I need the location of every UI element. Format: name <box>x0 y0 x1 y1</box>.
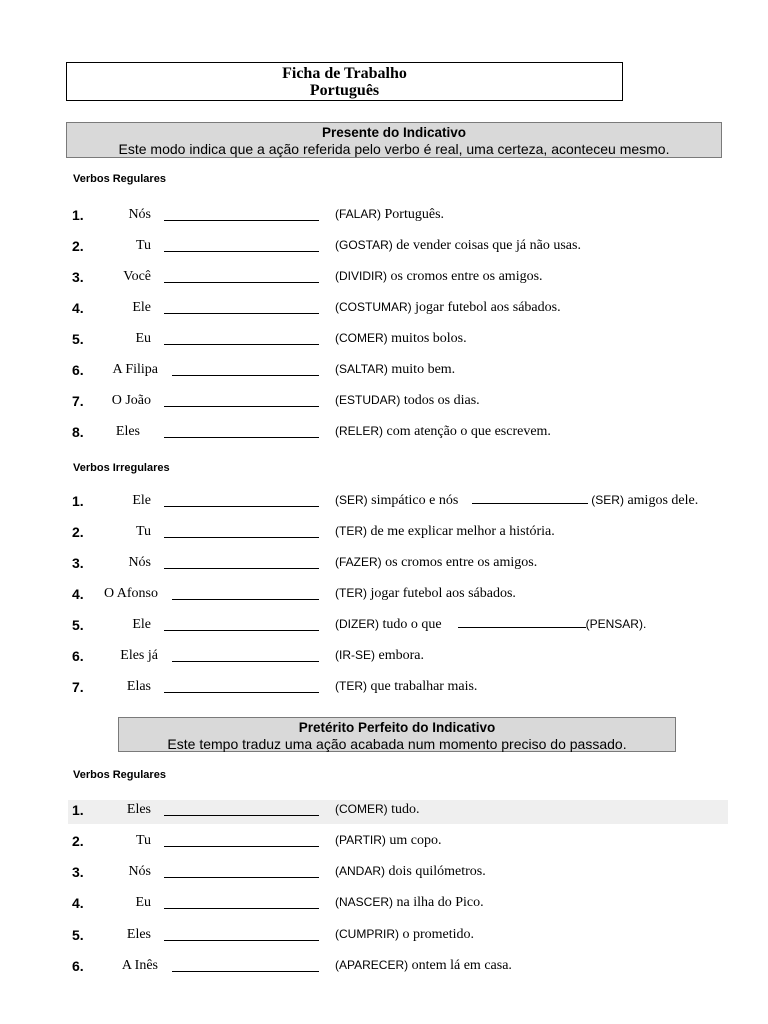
exercise-row <box>0 617 768 639</box>
sentence-rest: jogar futebol aos sábados. <box>411 300 561 315</box>
subject: Ele <box>132 493 151 508</box>
answer-blank[interactable] <box>172 375 319 376</box>
subject: Eles já <box>120 648 158 663</box>
subject: A Filipa <box>112 362 158 377</box>
subject: Eu <box>135 331 151 346</box>
item-number: 1. <box>72 207 84 223</box>
verb-hint: (IR-SE) <box>335 648 375 662</box>
item-number: 6. <box>72 362 84 378</box>
presente-regulares-heading: Verbos Regulares <box>73 173 166 185</box>
exercise-row <box>0 833 768 855</box>
verb-hint: (TER) <box>335 586 367 600</box>
answer-blank[interactable] <box>164 908 319 909</box>
answer-blank[interactable] <box>164 220 319 221</box>
answer-blank-second[interactable] <box>458 626 586 628</box>
preterito-section-header <box>118 717 676 752</box>
subject: Nós <box>128 864 151 879</box>
answer-blank-second[interactable] <box>472 502 588 504</box>
subject: Eles <box>126 802 151 817</box>
exercise-row <box>0 269 768 291</box>
answer-blank[interactable] <box>164 437 319 438</box>
preterito-title: Pretérito Perfeito do Indicativo <box>298 720 496 735</box>
verb-hint: (COMER) <box>335 802 388 816</box>
sentence-rest: tudo. <box>387 802 420 817</box>
exercise-row <box>0 393 768 415</box>
exercise-row-highlighted <box>68 800 728 824</box>
answer-blank[interactable] <box>164 846 319 847</box>
subject: Ele <box>132 617 151 632</box>
exercise-row <box>0 864 768 886</box>
subject: Tu <box>135 238 151 253</box>
presente-title: Presente do Indicativo <box>321 125 467 140</box>
sentence-rest: muito bem. <box>387 362 456 377</box>
verb-hint-second: (PENSAR). <box>585 617 647 631</box>
answer-blank[interactable] <box>164 506 319 507</box>
sentence-rest: de me explicar melhor a história. <box>367 524 555 539</box>
sentence-rest: os cromos entre os amigos. <box>381 555 538 570</box>
item-number: 1. <box>72 802 84 818</box>
verb-hint: (COMER) <box>335 331 388 345</box>
sentence-rest: que trabalhar mais. <box>367 679 478 694</box>
verb-hint: (CUMPRIR) <box>335 927 399 941</box>
exercise-row <box>0 524 768 546</box>
answer-blank[interactable] <box>164 692 319 693</box>
item-number: 1. <box>72 493 84 509</box>
verb-hint: (COSTUMAR) <box>335 300 412 314</box>
answer-blank[interactable] <box>172 661 319 662</box>
item-number: 5. <box>72 617 84 633</box>
exercise-row <box>0 648 768 670</box>
item-number: 2. <box>72 524 84 540</box>
presente-irregulares-heading: Verbos Irregulares <box>73 462 170 474</box>
subject: O João <box>111 393 151 408</box>
verb-hint-second: (SER) <box>591 493 624 507</box>
exercise-row <box>0 555 768 577</box>
item-number: 5. <box>72 927 84 943</box>
verb-hint: (APARECER) <box>335 958 409 972</box>
exercise-row <box>0 493 768 515</box>
subject: Nós <box>128 555 151 570</box>
item-number: 6. <box>72 648 84 664</box>
sentence-rest: o prometido. <box>399 927 475 942</box>
exercise-row <box>0 927 768 949</box>
sentence-rest: os cromos entre os amigos. <box>387 269 543 284</box>
item-number: 4. <box>72 895 84 911</box>
item-number: 8. <box>72 424 84 440</box>
sentence-rest: com atenção o que escrevem. <box>383 424 551 439</box>
sentence-rest: de vender coisas que já não usas. <box>392 238 581 253</box>
answer-blank[interactable] <box>172 971 319 972</box>
exercise-row <box>0 238 768 260</box>
answer-blank[interactable] <box>164 568 319 569</box>
sentence-rest: dois quilómetros. <box>385 864 486 879</box>
verb-hint: (RELER) <box>335 424 384 438</box>
answer-blank[interactable] <box>164 406 319 407</box>
verb-hint: (GOSTAR) <box>335 238 393 252</box>
preterito-description: Este tempo traduz uma ação acabada num momento preciso do passado. <box>167 736 627 752</box>
subject: Nós <box>128 207 151 222</box>
subject: Você <box>123 269 151 284</box>
item-number: 5. <box>72 331 84 347</box>
verb-hint: (SER) <box>335 493 368 507</box>
verb-hint: (FAZER) <box>335 555 382 569</box>
verb-hint: (ESTUDAR) <box>335 393 401 407</box>
item-number: 6. <box>72 958 84 974</box>
sentence-rest: tudo o que <box>379 617 442 632</box>
verb-hint: (DIZER) <box>335 617 379 631</box>
exercise-row <box>0 958 768 980</box>
verb-hint: (ANDAR) <box>335 864 385 878</box>
worksheet-title-box <box>66 62 623 101</box>
subject: Eu <box>135 895 151 910</box>
verb-hint: (TER) <box>335 524 367 538</box>
verb-hint: (NASCER) <box>335 895 394 909</box>
answer-blank[interactable] <box>164 537 319 538</box>
exercise-row <box>0 362 768 384</box>
item-number: 3. <box>72 864 84 880</box>
answer-blank[interactable] <box>164 282 319 283</box>
sentence-rest-second: amigos dele. <box>623 493 699 508</box>
sentence-rest: ontem lá em casa. <box>408 958 512 973</box>
verb-hint: (FALAR) <box>335 207 382 221</box>
item-number: 2. <box>72 238 84 254</box>
answer-blank[interactable] <box>164 630 319 631</box>
sentence-rest: simpático e nós <box>367 493 459 508</box>
item-number: 4. <box>72 586 84 602</box>
exercise-row <box>0 895 768 917</box>
sentence-rest: jogar futebol aos sábados. <box>367 586 516 601</box>
answer-blank[interactable] <box>164 344 319 345</box>
answer-blank[interactable] <box>164 313 319 314</box>
exercise-row <box>0 679 768 701</box>
exercise-row <box>0 300 768 322</box>
item-number: 3. <box>72 555 84 571</box>
presente-description: Este modo indica que a ação referida pelo verbo é real, uma certeza, aconteceu mesmo. <box>118 141 670 157</box>
answer-blank[interactable] <box>164 877 319 878</box>
item-number: 7. <box>72 679 84 695</box>
sentence-rest: um copo. <box>385 833 442 848</box>
answer-blank[interactable] <box>164 940 319 941</box>
sentence-rest: embora. <box>375 648 424 663</box>
subject: Eles <box>115 424 140 439</box>
worksheet-title: Ficha de Trabalho <box>282 65 407 82</box>
verb-hint: (PARTIR) <box>335 833 386 847</box>
answer-blank[interactable] <box>164 251 319 252</box>
preterito-regulares-heading: Verbos Regulares <box>73 769 166 781</box>
answer-blank[interactable] <box>172 599 319 600</box>
verb-hint: (TER) <box>335 679 367 693</box>
verb-hint: (DIVIDIR) <box>335 269 387 283</box>
verb-hint: (SALTAR) <box>335 362 388 376</box>
worksheet-subject: Português <box>309 82 380 99</box>
sentence-rest: Português. <box>381 207 445 222</box>
sentence-rest: na ilha do Pico. <box>393 895 484 910</box>
exercise-row <box>0 586 768 608</box>
answer-blank[interactable] <box>164 815 319 816</box>
subject: Tu <box>135 833 151 848</box>
subject: Tu <box>135 524 151 539</box>
sentence-rest: todos os dias. <box>400 393 480 408</box>
subject: A Inês <box>121 958 158 973</box>
subject: O Afonso <box>103 586 158 601</box>
subject: Elas <box>126 679 151 694</box>
presente-section-header <box>66 122 722 158</box>
subject: Ele <box>132 300 151 315</box>
exercise-row <box>0 207 768 229</box>
item-number: 3. <box>72 269 84 285</box>
sentence-rest: muitos bolos. <box>387 331 467 346</box>
item-number: 2. <box>72 833 84 849</box>
exercise-row <box>0 331 768 353</box>
item-number: 7. <box>72 393 84 409</box>
exercise-row <box>0 424 768 446</box>
subject: Eles <box>126 927 151 942</box>
item-number: 4. <box>72 300 84 316</box>
